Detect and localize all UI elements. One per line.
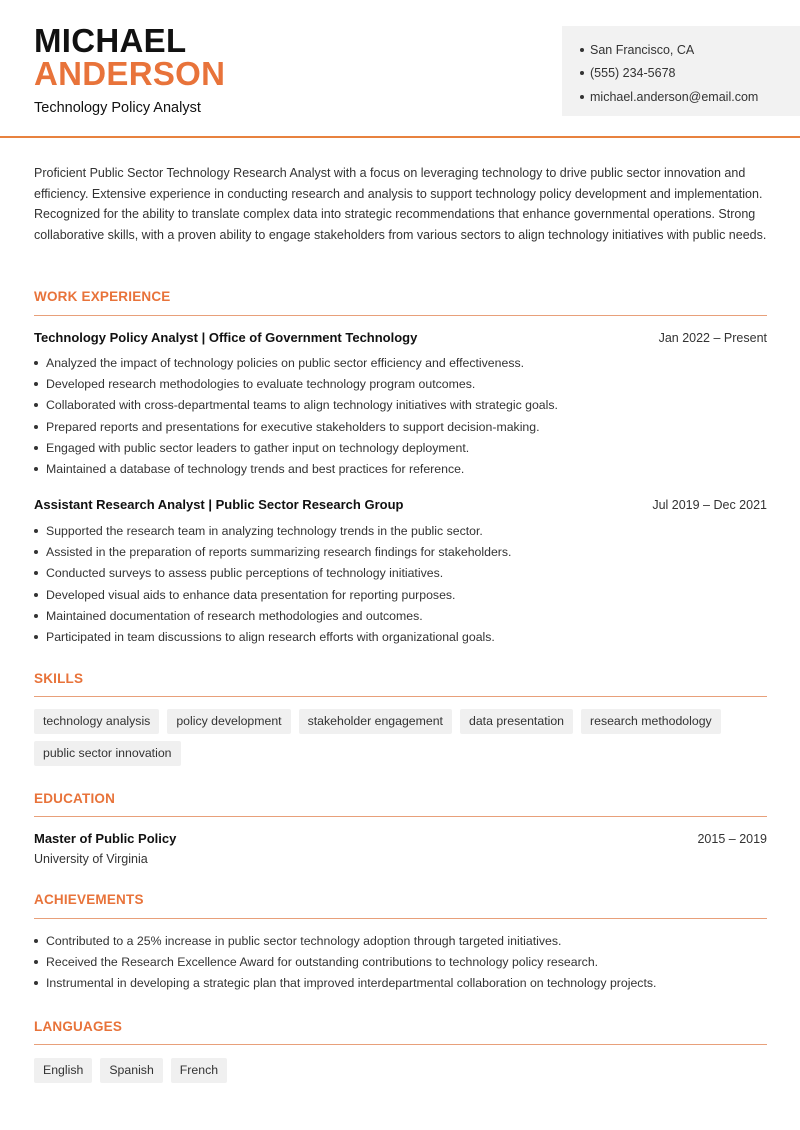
achievements-list [34, 930, 767, 994]
bullet-icon [34, 446, 38, 450]
section-divider [34, 918, 767, 919]
bullet-icon [34, 981, 38, 985]
education-heading: EDUCATION [34, 791, 116, 806]
job-dates: Jan 2022 – Present [658, 331, 767, 345]
job-bullets [34, 352, 767, 480]
list-item: Contributed to a 25% increase in public sector technology adoption through targeted initiatives. [34, 930, 767, 951]
bullet-icon [34, 403, 38, 407]
first-name: MICHAEL [34, 22, 187, 59]
resume-header [0, 0, 800, 138]
contact-email[interactable]: michael.anderson@email.com [580, 85, 800, 109]
education-header [34, 831, 767, 846]
job-header [34, 497, 767, 512]
list-item: Analyzed the impact of technology policies on public sector efficiency and effectiveness. [34, 352, 767, 373]
bullet-icon [34, 425, 38, 429]
job-title: Technology Policy Analyst [34, 100, 201, 116]
achievements-heading: ACHIEVEMENTS [34, 892, 144, 907]
list-item: Assisted in the preparation of reports summarizing research findings for stakeholders. [34, 541, 767, 562]
section-divider [34, 315, 767, 316]
summary: Proficient Public Sector Technology Research Analyst with a focus on leveraging technology to drive public sector innovation and efficiency. Extensive experience in conducting research and analysis to support technology policy development and implementation. Recognized for the ability to translate complex data into strategic recommendations that enhance governmental operations. Strong collaborative skills, with a proven ability to engage stakeholders from various sectors to align technology initiatives with public needs. [34, 166, 767, 242]
list-item: Prepared reports and presentations for executive stakeholders to support decision-making. [34, 416, 767, 437]
bullet-icon [34, 614, 38, 618]
list-item: Received the Research Excellence Award for outstanding contributions to technology policy research. [34, 951, 767, 972]
list-item: Conducted surveys to assess public perceptions of technology initiatives. [34, 563, 767, 584]
list-item: Developed visual aids to enhance data presentation for reporting purposes. [34, 584, 767, 605]
job-bullets [34, 520, 767, 648]
degree: Master of Public Policy [34, 831, 177, 846]
list-item: Developed research methodologies to evaluate technology program outcomes. [34, 373, 767, 394]
skill-tag: technology analysis [34, 709, 159, 734]
job-dates: Jul 2019 – Dec 2021 [652, 498, 767, 512]
bullet-icon [580, 48, 584, 52]
last-name: ANDERSON [34, 55, 226, 92]
bullet-icon [580, 95, 584, 99]
list-item: Engaged with public sector leaders to gather input on technology deployment. [34, 437, 767, 458]
contact-box [562, 26, 800, 116]
skill-tag: policy development [167, 709, 290, 734]
bullet-icon [34, 593, 38, 597]
bullet-icon [580, 71, 584, 75]
list-item: Maintained documentation of research methodologies and outcomes. [34, 605, 767, 626]
skill-tag: stakeholder engagement [299, 709, 452, 734]
bullet-icon [34, 467, 38, 471]
school: University of Virginia [34, 852, 148, 866]
contact-phone: (555) 234-5678 [580, 62, 800, 86]
skills-tags [34, 709, 767, 766]
language-tag: French [171, 1058, 227, 1083]
contact-location: San Francisco, CA [580, 38, 800, 62]
bullet-icon [34, 635, 38, 639]
language-tag: Spanish [100, 1058, 162, 1083]
bullet-icon [34, 571, 38, 575]
job-role: Assistant Research Analyst | Public Sector Research Group [34, 497, 404, 512]
skill-tag: data presentation [460, 709, 573, 734]
list-item: Collaborated with cross-departmental teams to align technology initiatives with strategic goals. [34, 395, 767, 416]
languages-heading: LANGUAGES [34, 1019, 123, 1034]
bullet-icon [34, 361, 38, 365]
skill-tag: research methodology [581, 709, 721, 734]
bullet-icon [34, 529, 38, 533]
bullet-icon [34, 550, 38, 554]
job-header [34, 330, 767, 345]
list-item: Supported the research team in analyzing technology trends in the public sector. [34, 520, 767, 541]
skills-heading: SKILLS [34, 671, 84, 686]
education-dates: 2015 – 2019 [697, 832, 767, 846]
language-tags [34, 1058, 767, 1083]
section-divider [34, 696, 767, 697]
job-role: Technology Policy Analyst | Office of Government Technology [34, 330, 418, 345]
list-item: Instrumental in developing a strategic plan that improved interdepartmental collaboration on technology projects. [34, 973, 767, 994]
bullet-icon [34, 382, 38, 386]
bullet-icon [34, 939, 38, 943]
work-experience-heading: WORK EXPERIENCE [34, 289, 171, 304]
skill-tag: public sector innovation [34, 741, 181, 766]
language-tag: English [34, 1058, 92, 1083]
list-item: Participated in team discussions to align research efforts with organizational goals. [34, 626, 767, 647]
bullet-icon [34, 960, 38, 964]
list-item: Maintained a database of technology trends and best practices for reference. [34, 458, 767, 479]
section-divider [34, 1044, 767, 1045]
section-divider [34, 816, 767, 817]
